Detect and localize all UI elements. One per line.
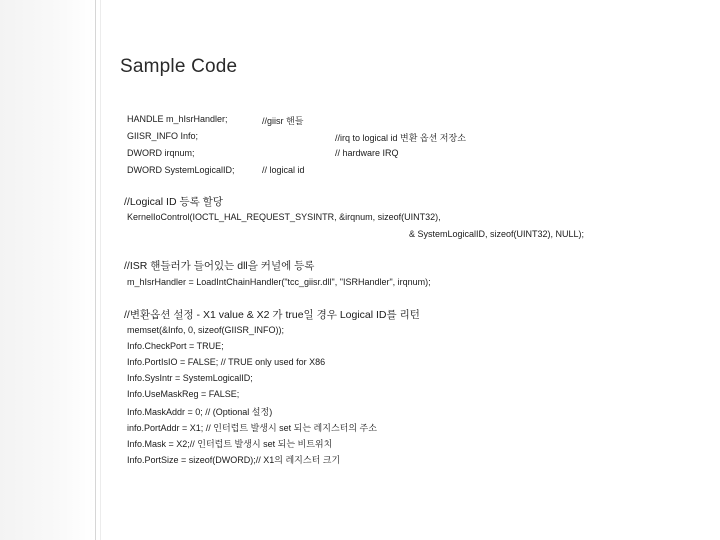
code-kernel-io-control-cont: & SystemLogicalID, sizeof(UINT32), NULL); xyxy=(409,229,585,239)
decl-comment-4: // logical id xyxy=(262,165,305,175)
decl-code-2: GIISR_INFO Info; xyxy=(127,131,199,141)
decl-code-4: DWORD SystemLogicalID; xyxy=(127,165,235,175)
decl-comment-1: //giisr 핸들 xyxy=(262,116,304,126)
code-kernel-io-control: KernelIoControl(IOCTL_HAL_REQUEST_SYSINTR, &irqnum, sizeof(UINT32), xyxy=(127,212,441,222)
code-load-int-chain-handler: m_hIsrHandler = LoadIntChainHandler("tcc_giisr.dll", "ISRHandler", irqnum); xyxy=(127,277,431,287)
code-line: Info.PortSize = sizeof(DWORD);// X1의 레지스터 크기 xyxy=(127,455,341,465)
left-decorative-strip xyxy=(0,0,95,540)
left-divider-line xyxy=(95,0,96,540)
section-comment-options: //변환옵션 설정 - X1 value & X2 가 true일 경우 Logical ID를 리턴 xyxy=(124,309,420,321)
decl-comment-2: //irq to logical id 변환 옵션 저장소 xyxy=(335,133,466,143)
code-line: Info.SysIntr = SystemLogicalID; xyxy=(127,373,253,383)
code-line: Info.CheckPort = TRUE; xyxy=(127,341,224,351)
code-line: Info.MaskAddr = 0; // (Optional 설정) xyxy=(127,407,273,417)
code-line: memset(&Info, 0, sizeof(GIISR_INFO)); xyxy=(127,325,285,335)
decl-code-1: HANDLE m_hIsrHandler; xyxy=(127,114,228,124)
code-line: Info.Mask = X2;// 인터럽트 발생시 set 되는 비트위치 xyxy=(127,439,333,449)
decl-comment-3: // hardware IRQ xyxy=(335,148,399,158)
left-divider-line-secondary xyxy=(100,0,101,540)
code-line: Info.PortIsIO = FALSE; // TRUE only used for X86 xyxy=(127,357,326,367)
code-line: Info.UseMaskReg = FALSE; xyxy=(127,389,240,399)
code-line: info.PortAddr = X1; // 인터럽트 발생시 set 되는 레지스터의 주소 xyxy=(127,423,377,433)
slide-title: Sample Code xyxy=(120,56,238,77)
section-comment-isr-register: //ISR 핸들러가 들어있는 dll을 커널에 등록 xyxy=(124,260,315,272)
section-comment-logical-id: //Logical ID 등록 할당 xyxy=(124,196,223,208)
decl-code-3: DWORD irqnum; xyxy=(127,148,195,158)
